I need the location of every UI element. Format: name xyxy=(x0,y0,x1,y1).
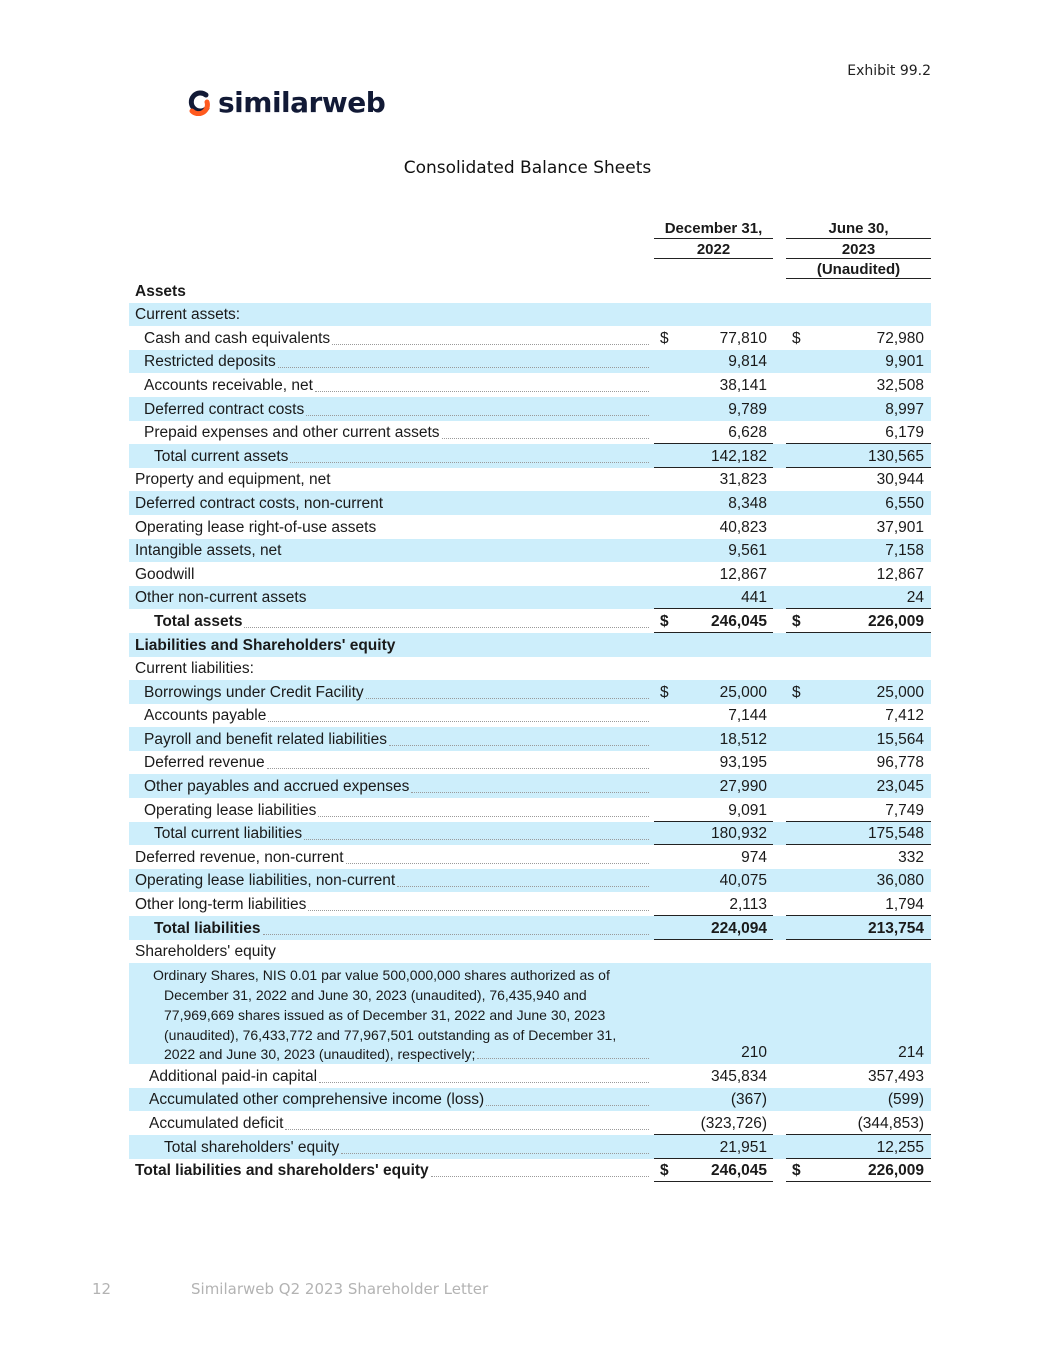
table-row xyxy=(129,633,931,657)
value-dec-2022: 9,789 xyxy=(728,400,767,418)
value-dec-2022: 25,000 xyxy=(719,683,767,701)
dollar-sign-2023: $ xyxy=(792,683,801,701)
dot-leader xyxy=(431,1176,649,1177)
header-row-3 xyxy=(129,258,931,279)
value-dec-2022: (323,726) xyxy=(700,1115,767,1132)
dot-leader xyxy=(290,462,649,463)
value-dec-2022: 6,628 xyxy=(728,424,767,442)
value-jun-2023: 12,867 xyxy=(876,565,924,583)
value-jun-2023: 9,901 xyxy=(885,353,924,371)
row-label-line: 2022 and June 30, 2023 (unaudited), respectively; xyxy=(164,1046,476,1063)
table-row xyxy=(129,845,931,869)
value-dec-2022: 21,951 xyxy=(719,1138,767,1156)
row-label: Total liabilities xyxy=(154,919,261,937)
dot-leader xyxy=(244,627,649,628)
row-label: Prepaid expenses and other current assets xyxy=(144,424,440,442)
row-label: Accounts receivable, net xyxy=(144,376,313,394)
value-dec-2022: 9,561 xyxy=(728,542,767,560)
value-dec-2022: 180,932 xyxy=(710,825,767,843)
value-dec-2022: 7,144 xyxy=(728,707,767,725)
row-label: Total shareholders' equity xyxy=(164,1138,340,1156)
col1-header-line2: 2022 xyxy=(696,241,731,258)
table-row xyxy=(129,822,931,846)
value-dec-2022: 12,867 xyxy=(719,565,767,583)
dot-leader xyxy=(486,1105,649,1106)
row-label-line: Ordinary Shares, NIS 0.01 par value 500,000,000 shares authorized as of xyxy=(153,967,610,984)
value-jun-2023: 23,045 xyxy=(876,778,924,796)
table-row xyxy=(129,279,931,303)
dot-leader xyxy=(397,886,649,887)
value-dec-2022: 9,814 xyxy=(728,353,767,371)
value-dec-2022: 246,045 xyxy=(710,612,767,630)
dollar-sign-2023: $ xyxy=(792,1162,801,1180)
row-label: Assets xyxy=(135,282,186,300)
row-label: Current assets: xyxy=(135,306,241,324)
table-row xyxy=(129,751,931,775)
value-dec-2022: 40,075 xyxy=(719,872,767,890)
table-row xyxy=(129,562,931,586)
value-dec-2022: 2,113 xyxy=(729,896,767,914)
row-label: Restricted deposits xyxy=(144,353,276,371)
table-row xyxy=(129,657,931,681)
table-row xyxy=(129,727,931,751)
value-jun-2023: 36,080 xyxy=(876,872,924,890)
balance-sheet-table xyxy=(129,218,931,1182)
dot-leader xyxy=(389,745,649,746)
row-label: Other non-current assets xyxy=(135,589,307,607)
table-row xyxy=(129,1064,931,1088)
value-jun-2023: 8,997 xyxy=(885,400,924,418)
row-label: Intangible assets, net xyxy=(135,542,282,560)
dot-leader xyxy=(346,863,649,864)
value-jun-2023: 25,000 xyxy=(876,683,924,701)
value-jun-2023: 72,980 xyxy=(876,329,924,347)
table-row xyxy=(129,774,931,798)
table-row xyxy=(129,326,931,350)
value-dec-2022: (367) xyxy=(730,1091,767,1109)
value-jun-2023: 37,901 xyxy=(876,518,924,536)
value-dec-2022: 441 xyxy=(741,589,767,607)
row-label: Other payables and accrued expenses xyxy=(144,778,410,796)
dot-leader xyxy=(263,934,649,935)
value-jun-2023: 7,158 xyxy=(885,542,924,560)
row-label: Total current liabilities xyxy=(154,825,303,843)
similarweb-logo-icon xyxy=(186,90,212,116)
table-row xyxy=(129,373,931,397)
table-row xyxy=(129,421,931,445)
dot-leader xyxy=(315,391,649,392)
col2-header-line1: June 30, xyxy=(828,220,889,237)
row-label: Total assets xyxy=(154,612,243,630)
table-row xyxy=(129,1135,931,1159)
dollar-sign-2022: $ xyxy=(660,612,669,630)
table-row xyxy=(129,1159,931,1183)
value-jun-2023: 96,778 xyxy=(876,754,924,772)
dot-leader xyxy=(442,438,649,439)
value-dec-2022: 224,094 xyxy=(710,919,767,937)
row-label: Borrowings under Credit Facility xyxy=(144,683,364,701)
value-jun-2023: 6,179 xyxy=(885,424,924,442)
dot-leader xyxy=(477,1058,649,1059)
value-jun-2023: 24 xyxy=(906,589,924,607)
value-jun-2023: 332 xyxy=(898,848,924,866)
value-jun-2023: 175,548 xyxy=(867,825,924,843)
value-dec-2022: 38,141 xyxy=(719,376,767,394)
total-rule xyxy=(654,1181,773,1182)
row-label: Total current assets xyxy=(154,447,289,465)
dot-leader xyxy=(268,721,649,722)
similarweb-logo xyxy=(186,86,385,119)
page-number: 12 xyxy=(92,1280,112,1298)
value-jun-2023: 7,749 xyxy=(885,801,924,819)
value-jun-2023: (599) xyxy=(887,1091,924,1109)
row-label: Accounts payable xyxy=(144,707,267,725)
header-row-2 xyxy=(129,239,931,258)
row-label: Payroll and benefit related liabilities xyxy=(144,730,387,748)
value-jun-2023: 130,565 xyxy=(867,447,924,465)
dollar-sign-2023: $ xyxy=(792,329,801,347)
value-jun-2023: 1,794 xyxy=(885,896,924,914)
value-dec-2022: 8,348 xyxy=(728,494,767,512)
dot-leader xyxy=(411,792,649,793)
value-dec-2022: 93,195 xyxy=(719,754,767,772)
row-label: Operating lease liabilities xyxy=(144,801,317,819)
value-dec-2022: 210 xyxy=(741,1044,767,1062)
row-label: Liabilities and Shareholders' equity xyxy=(135,636,396,654)
table-row xyxy=(129,609,931,633)
col2-header-line2: 2023 xyxy=(841,241,876,258)
row-label: Deferred revenue, non-current xyxy=(135,848,344,866)
value-jun-2023: 214 xyxy=(898,1044,924,1062)
table-row xyxy=(129,468,931,492)
value-jun-2023: 32,508 xyxy=(876,376,924,394)
table-row xyxy=(129,680,931,704)
dot-leader xyxy=(267,768,649,769)
table-row xyxy=(129,491,931,515)
table-row xyxy=(129,1088,931,1112)
dot-leader xyxy=(318,816,649,817)
table-row xyxy=(129,1111,931,1135)
table-row xyxy=(129,397,931,421)
dollar-sign-2022: $ xyxy=(660,329,669,347)
row-label: Additional paid-in capital xyxy=(149,1067,318,1085)
value-dec-2022: 142,182 xyxy=(710,447,767,465)
logo-text: similarweb xyxy=(218,86,386,119)
row-label: Property and equipment, net xyxy=(135,471,331,489)
row-label: Deferred contract costs, non-current xyxy=(135,494,384,512)
value-jun-2023: 12,255 xyxy=(876,1138,924,1156)
value-jun-2023: 15,564 xyxy=(876,730,924,748)
row-label: Deferred contract costs xyxy=(144,400,305,418)
row-label: Deferred revenue xyxy=(144,754,265,772)
exhibit-label: Exhibit 99.2 xyxy=(847,63,931,79)
table-row xyxy=(129,586,931,610)
dollar-sign-2022: $ xyxy=(660,1162,669,1180)
value-jun-2023: 6,550 xyxy=(885,494,924,512)
row-label: Total liabilities and shareholders' equity xyxy=(135,1162,429,1180)
table-row xyxy=(129,963,931,1064)
row-label: Goodwill xyxy=(135,565,195,583)
table-row xyxy=(129,916,931,940)
row-label: Cash and cash equivalents xyxy=(144,329,331,347)
dot-leader xyxy=(304,839,649,840)
dot-leader xyxy=(278,367,649,368)
value-dec-2022: 18,512 xyxy=(719,730,767,748)
total-rule xyxy=(786,1181,931,1182)
row-label-multiline xyxy=(153,966,616,1065)
row-label-line: (unaudited), 76,433,772 and 77,967,501 outstanding as of December 31, xyxy=(164,1026,617,1043)
table-row xyxy=(129,704,931,728)
dot-leader xyxy=(332,344,649,345)
row-label: Accumulated deficit xyxy=(149,1115,284,1132)
row-label-line: December 31, 2022 and June 30, 2023 (unaudited), 76,435,940 and xyxy=(164,987,587,1004)
table-row xyxy=(129,303,931,327)
value-jun-2023: (344,853) xyxy=(857,1115,924,1132)
dollar-sign-2022: $ xyxy=(660,683,669,701)
dot-leader xyxy=(308,910,649,911)
table-row xyxy=(129,798,931,822)
header-row-1 xyxy=(129,218,931,239)
value-dec-2022: 974 xyxy=(741,848,767,866)
value-jun-2023: 30,944 xyxy=(876,471,924,489)
row-label-line: 77,969,669 shares issued as of December 31, 2022 and June 30, 2023 xyxy=(164,1006,606,1023)
row-label: Current liabilities: xyxy=(135,660,254,678)
value-jun-2023: 357,493 xyxy=(867,1067,924,1085)
table-row xyxy=(129,892,931,916)
row-label: Accumulated other comprehensive income (loss) xyxy=(149,1091,485,1109)
col1-header-line1: December 31, xyxy=(664,220,763,237)
dot-leader xyxy=(306,415,649,416)
row-label: Other long-term liabilities xyxy=(135,896,307,914)
dollar-sign-2023: $ xyxy=(792,612,801,630)
table-row xyxy=(129,539,931,563)
footer-title: Similarweb Q2 2023 Shareholder Letter xyxy=(191,1280,489,1298)
page-title: Consolidated Balance Sheets xyxy=(403,158,652,178)
value-jun-2023: 226,009 xyxy=(867,612,924,630)
value-dec-2022: 246,045 xyxy=(710,1162,767,1180)
value-dec-2022: 40,823 xyxy=(719,518,767,536)
table-row xyxy=(129,515,931,539)
value-dec-2022: 345,834 xyxy=(710,1067,767,1085)
value-jun-2023: 213,754 xyxy=(867,919,924,937)
table-row xyxy=(129,350,931,374)
value-dec-2022: 77,810 xyxy=(719,329,767,347)
row-label: Operating lease liabilities, non-current xyxy=(135,872,396,890)
col2-header-line3: (Unaudited) xyxy=(816,261,901,278)
value-dec-2022: 31,823 xyxy=(719,471,767,489)
value-dec-2022: 27,990 xyxy=(719,778,767,796)
value-dec-2022: 9,091 xyxy=(728,801,767,819)
row-label: Operating lease right-of-use assets xyxy=(135,518,377,536)
table-row xyxy=(129,444,931,468)
dot-leader xyxy=(341,1153,649,1154)
row-label: Shareholders' equity xyxy=(135,943,276,961)
dot-leader xyxy=(319,1082,649,1083)
value-jun-2023: 7,412 xyxy=(885,707,924,725)
table-row xyxy=(129,940,931,964)
value-jun-2023: 226,009 xyxy=(867,1162,924,1180)
dot-leader xyxy=(285,1129,649,1130)
table-row xyxy=(129,869,931,893)
dot-leader xyxy=(366,698,649,699)
